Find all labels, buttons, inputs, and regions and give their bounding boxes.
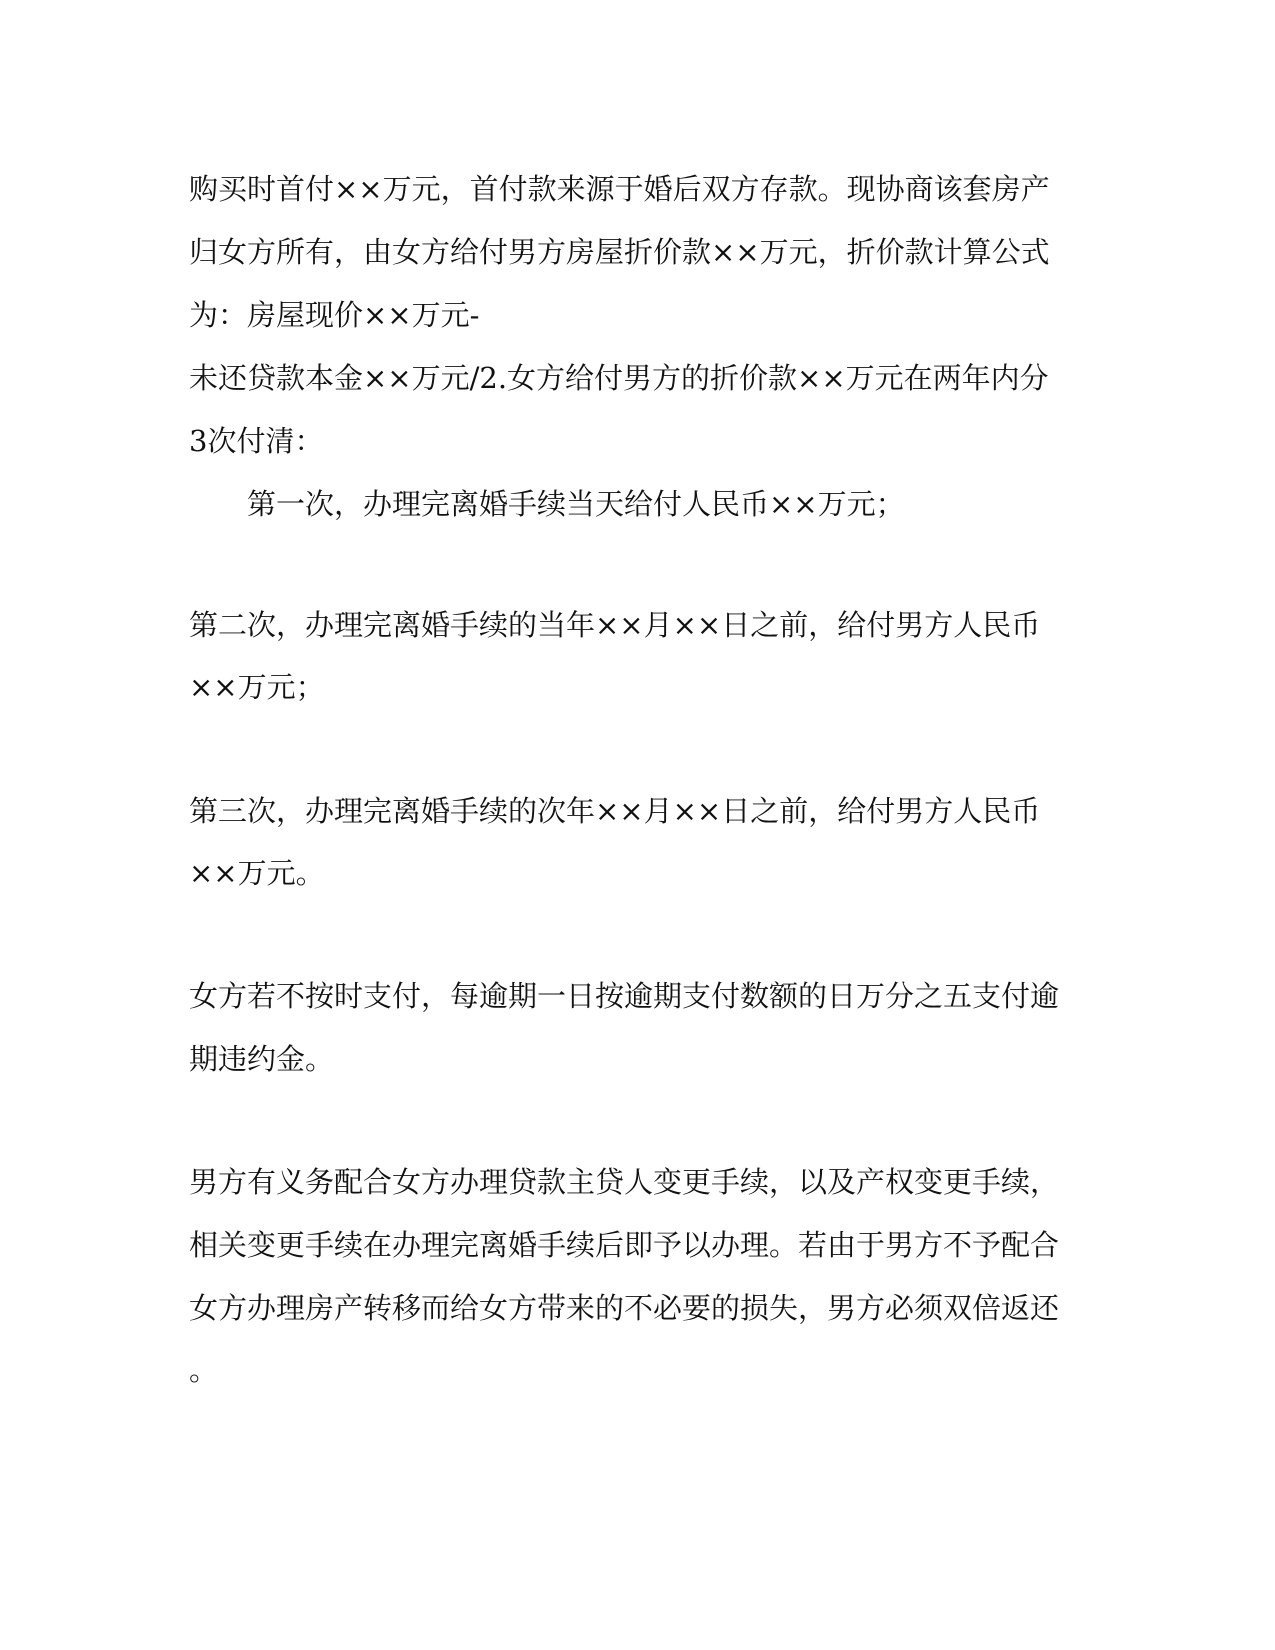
text-line: 第三次，办理完离婚手续的次年××月××日之前，给付男方人民币	[189, 794, 1041, 828]
text-line: 未还贷款本金××万元/2.女方给付男方的折价款××万元在两年内分	[189, 361, 1049, 395]
text-line: 女方若不按时支付，每逾期一日按逾期支付数额的日万分之五支付逾	[189, 979, 1060, 1013]
text-line: ××万元；	[189, 670, 325, 704]
text-line: 3次付清：	[189, 424, 324, 458]
text-line: 女方办理房产转移而给女方带来的不必要的损失，男方必须双倍返还	[189, 1291, 1060, 1325]
text-line: 相关变更手续在办理完离婚手续后即予以办理。若由于男方不予配合	[189, 1228, 1060, 1262]
text-line: ××万元。	[189, 856, 325, 890]
text-line: 购买时首付××万元，首付款来源于婚后双方存款。现协商该套房产	[189, 172, 1050, 206]
text-line: 男方有义务配合女方办理贷款主贷人变更手续，以及产权变更手续，	[189, 1165, 1060, 1199]
text-line: 。	[189, 1353, 219, 1387]
text-line: 第一次，办理完离婚手续当天给付人民币××万元；	[247, 487, 905, 521]
text-line: 为：房屋现价××万元-	[189, 298, 480, 332]
text-line: 第二次，办理完离婚手续的当年××月××日之前，给付男方人民币	[189, 608, 1041, 642]
text-line: 归女方所有，由女方给付男方房屋折价款××万元，折价款计算公式	[189, 235, 1050, 269]
text-line: 期违约金。	[189, 1042, 335, 1076]
